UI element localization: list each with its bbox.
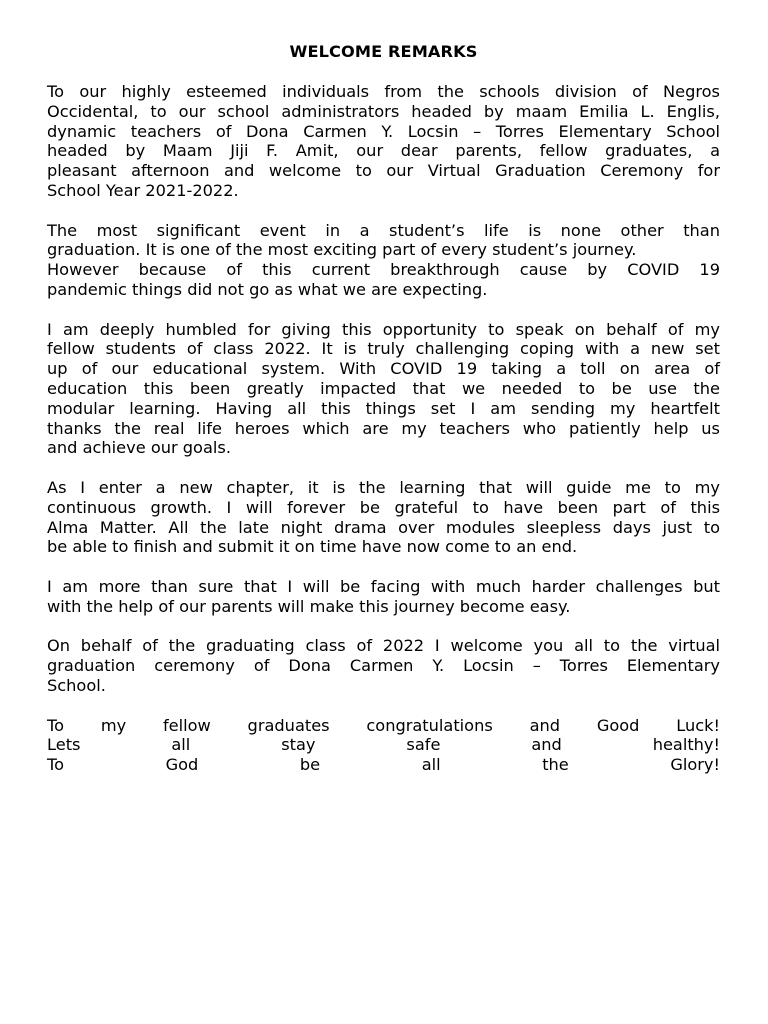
paragraph-line: headed by Maam Jiji F. Amit, our dear parents, fellow graduates, a [47, 141, 720, 161]
paragraph-line: graduation ceremony of Dona Carmen Y. Locsin – Torres Elementary [47, 656, 720, 676]
paragraph-line: However because of this current breakthrough cause by COVID 19 [47, 260, 720, 280]
closing-line: To my fellow graduates congratulations and Good Luck! [47, 715, 720, 735]
document-page [47, 42, 720, 795]
paragraph-significance [47, 221, 720, 300]
paragraph-line: I am more than sure that I will be facing with much harder challenges but [47, 576, 720, 596]
paragraph-line: Alma Matter. All the late night drama over modules sleepless days just to [47, 517, 720, 537]
paragraph-line: On behalf of the graduating class of 2022 I welcome you all to the virtual [47, 636, 720, 656]
paragraph-line: The most significant event in a student’s life is none other than [47, 220, 720, 240]
paragraph-line: thanks the real life heroes which are my teachers who patiently help us [47, 418, 720, 438]
paragraph-line: fellow students of class 2022. It is truly challenging coping with a new set [47, 339, 720, 359]
paragraph-line: education this been greatly impacted that we needed to be use the [47, 378, 720, 398]
paragraph-challenges [47, 577, 720, 617]
paragraph-gratitude [47, 320, 720, 459]
paragraph-line: pandemic things did not go as what we are expecting. [47, 279, 488, 299]
paragraph-line: As I enter a new chapter, it is the learning that will guide me to my [47, 477, 720, 497]
paragraph-line: I am deeply humbled for giving this opportunity to speak on behalf of my [47, 319, 720, 339]
paragraph-line: pleasant afternoon and welcome to our Virtual Graduation Ceremony for [47, 161, 720, 181]
paragraph-line: Occidental, to our school administrators headed by maam Emilia L. Englis, [47, 101, 720, 121]
paragraph-line: and achieve our goals. [47, 438, 231, 458]
closing-lines [47, 716, 720, 775]
closing-line: Lets all stay safe and healthy! [47, 735, 720, 755]
paragraph-line: To our highly esteemed individuals from the schools division of Negros [47, 82, 720, 101]
paragraph-line: up of our educational system. With COVID 19 taking a toll on area of [47, 359, 720, 379]
closing-line: To God be all the Glory! [47, 755, 720, 775]
paragraph-greeting [47, 82, 720, 201]
paragraph-line: be able to finish and submit it on time have now come to an end. [47, 537, 578, 557]
paragraph-line: continuous growth. I will forever be grateful to have been part of this [47, 497, 720, 517]
paragraph-line: School Year 2021-2022. [47, 180, 239, 200]
paragraph-welcome [47, 636, 720, 695]
paragraph-line: modular learning. Having all this things set I am sending my heartfelt [47, 398, 720, 418]
paragraph-line: School. [47, 675, 106, 695]
paragraph-line: graduation. It is one of the most exciting part of every student’s journey. [47, 240, 637, 260]
paragraph-new-chapter [47, 478, 720, 557]
document-title: WELCOME REMARKS [289, 42, 478, 61]
paragraph-line: with the help of our parents will make this journey become easy. [47, 596, 571, 616]
paragraph-line: dynamic teachers of Dona Carmen Y. Locsin – Torres Elementary School [47, 121, 720, 141]
